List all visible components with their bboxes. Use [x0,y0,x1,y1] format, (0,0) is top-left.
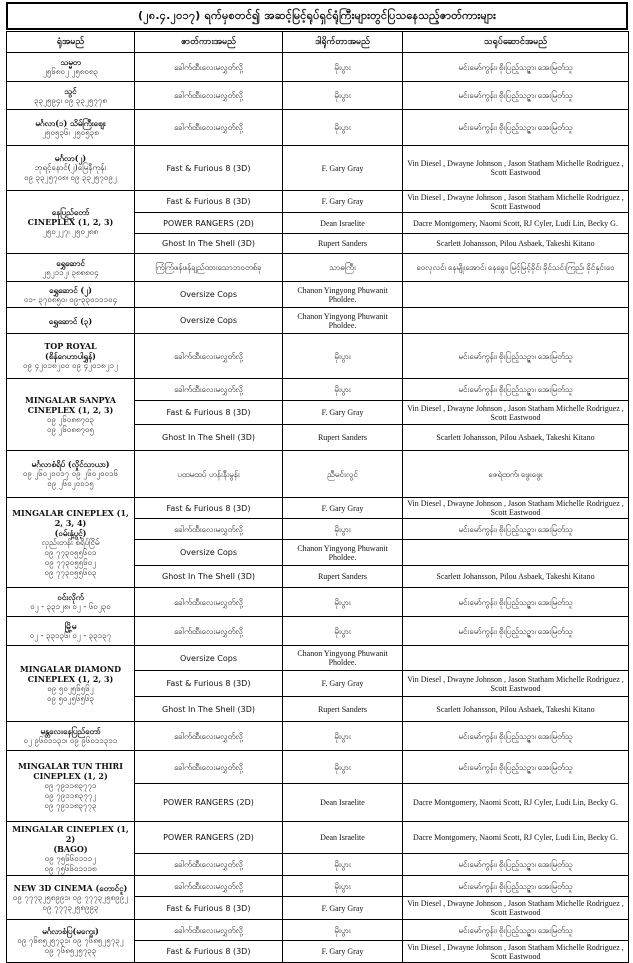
director-cell: Chanon Yingyong Phuwanit Pholdee. [283,646,403,671]
cinema-detail: ၀၂ - ၃၃၁၂၈၊ ၀၂ - ၆၀၂၃၀ [30,602,111,611]
movie-cell: ခေါက်ထီးလေးမလွှတ်လို့ [135,519,283,540]
cinema-cell [7,53,135,82]
header-cast: သရုပ်ဆောင်အမည် [403,32,629,53]
table-row [7,282,629,308]
movie-cell: ခေါက်ထီးလေးမလွှတ်လို့ [135,379,283,401]
cinema-detail: ၀၂ - ၃၃၁၃၆၊ ၀၂ - ၃၃၁၃၇ [29,631,112,640]
movie-cell: ခေါက်ထီးလေးမလွှတ်လို့ [135,722,283,751]
cast-cell: Dacre Montgomery, Naomi Scott, RJ Cyler, Ludi Lin, Becky G. [403,784,629,822]
cinema-detail: ၀၉ ၇၅၆၆၀၁၁၁၂ [44,853,97,863]
schedule-sheet [6,2,628,963]
director-cell: မိုးပွား [283,379,403,401]
cast-cell [403,646,629,671]
movie-cell: Ghost In The Shell (3D) [135,425,283,451]
table-row [7,722,629,751]
cast-cell: မင်းမော်ကွန်း၊ စိုးပြည့်သဉ္ဇာ၊ အေးမြတ်သူ [403,617,629,646]
cinema-detail: ၀၉ ၇၉၁၁၈၃၇၇၃ [44,801,97,810]
cinema-cell [7,617,135,646]
movie-cell: Ghost In The Shell (3D) [135,234,283,254]
cast-cell [403,282,629,308]
director-cell: မိုးပွား [283,876,403,897]
director-cell: F. Gary Gray [283,671,403,697]
movie-cell: ခေါက်ထီးလေးမလွှတ်လို့ [135,920,283,941]
cinema-name: MINGALAR CINEPLEX (1, 2) [12,823,129,844]
cinema-cell [7,588,135,617]
cinema-detail: CINEPLEX (1, 2) [33,771,108,781]
director-cell: Rupert Sanders [283,697,403,722]
director-cell: Chanon Yingyong Phuwanit Pholdee. [283,308,403,334]
cinema-detail: (BAGO) [53,843,88,854]
cast-cell: မင်းမော်ကွန်း၊ စိုးပြည့်သဉ္ဇာ၊ အေးမြတ်သူ [403,82,629,110]
table-row [7,191,629,213]
cast-cell: ဇေရဲထက်၊ ဖွေးဖွေး [403,451,629,498]
cinema-name: မင်္ဂလာ(၂) [54,153,87,163]
table-row [7,146,629,191]
cinema-detail: CINEPLEX (1, 2, 3) [27,673,114,684]
cast-cell: Vin Diesel , Dwayne Johnson , Jason Statham Michelle Rodriguez , Scott Eastwood [403,897,629,920]
director-cell: Chanon Yingyong Phuwanit Pholdee. [283,540,403,566]
cinema-detail: ၀၉ ၂၆၀၈၈၇၀၅ [46,424,95,434]
cinema-detail: ၀၉ ၇၇၃၀၅၅၆၀၂ [44,557,97,567]
movie-cell: POWER RANGERS (2D) [135,784,283,822]
director-cell: F. Gary Gray [283,897,403,920]
cinema-detail: ဘုရင့်နောင်(၂)မြေနီကုန်း [34,163,107,172]
cinema-detail: ၀၉ ၇၅၆၆၀၁၁၁၈ [44,863,97,873]
cast-cell [403,308,629,334]
table-row [7,254,629,282]
cast-cell: မင်းမော်ကွန်း၊ စိုးပြည့်သဉ္ဇာ၊ အေးမြတ်သူ [403,876,629,897]
cinema-cell [7,254,135,282]
director-cell: Dean Israelite [283,784,403,822]
table-row [7,876,629,897]
cast-cell: Vin Diesel , Dwayne Johnson , Jason Statham Michelle Rodriguez , Scott Eastwood [403,498,629,519]
cinema-name: နေပြည်တော် [51,207,90,217]
cast-cell: မင်းမော်ကွန်း၊ စိုးပြည့်သဉ္ဇာ၊ အေးမြတ်သူ [403,334,629,379]
director-cell: F. Gary Gray [283,498,403,519]
cinema-detail: ၂၅၀၂၂၇၊ ၂၅၀၂၈၈ [42,227,99,236]
cinema-cell [7,110,135,146]
movie-cell: Oversize Cops [135,308,283,334]
cast-cell: မင်းမော်ကွန်း၊ စိုးပြည့်သဉ္ဇာ၊ အေးမြတ်သူ [403,920,629,941]
schedule-body [7,53,629,963]
table-row [7,308,629,334]
cast-cell: Scarlett Johansson, Pilou Asbaek, Takeshi Kitano [403,566,629,588]
director-cell: မိုးပွား [283,854,403,876]
director-cell: F. Gary Gray [283,401,403,425]
movie-cell: ခေါက်ထီးလေးမလွှတ်လို့ [135,53,283,82]
cinema-cell [7,282,135,308]
director-cell: Dean Israelite [283,213,403,234]
cinema-name: ရွှေဆောင် [56,257,85,268]
director-cell: ညီမင်းလွင် [283,451,403,498]
cast-cell: မင်းမော်ကွန်း၊ စိုးပြည့်သဉ္ဇာ၊ အေးမြတ်သူ [403,722,629,751]
header-movie: ဇာတ်ကားအမည် [135,32,283,53]
cinema-name: NEW 3D CINEMA (တောင်ငူ) [13,882,128,893]
page-title: (၂၈.၄.၂၀၁၇) ရက်မှစတင်၍ အဆင့်မြင့်ရုပ်ရှင်ရုံကြီးများတွင်ပြသနေသည့်ဇာတ်ကားများ [6,2,628,30]
cinema-name: ဝင်းလိုက် [57,592,84,602]
director-cell: သာဓကြီး [283,254,403,282]
cinema-detail: CINEPLEX (1, 2, 3) [27,404,114,415]
director-cell: မိုးပွား [283,334,403,379]
movie-cell: Ghost In The Shell (3D) [135,566,283,588]
director-cell: F. Gary Gray [283,941,403,963]
cinema-detail: ၀၉ ၇၇၃၀၅၅၆၀၁ [44,547,97,557]
movie-cell: ခေါက်ထီးလေးမလွှတ်လို့ [135,82,283,110]
table-row [7,110,629,146]
cast-cell: မင်းမော်ကွန်း၊ စိုးပြည့်သဉ္ဇာ၊ အေးမြတ်သူ [403,854,629,876]
cast-cell: မင်းမော်ကွန်း၊ စိုးပြည့်သဉ္ဇာ၊ အေးမြတ်သူ [403,379,629,401]
cinema-name: မင်္ဂလာစံပြ(မကွေး) [42,926,99,936]
cinema-cell [7,646,135,722]
cinema-detail: ၀၉ ၂၆၀၂၀၀၁၇ ၀၉ ၂၆၀၂၀၀၁၆ [22,469,119,478]
movie-cell: ခေါက်ထီးလေးမလွှတ်လို့ [135,854,283,876]
cinema-name: သွင် [64,85,77,96]
movie-cell: Fast & Furious 8 (3D) [135,897,283,920]
cast-cell: Dacre Montgomery, Naomi Scott, RJ Cyler, Ludi Lin, Becky G. [403,822,629,854]
movie-cell: Fast & Furious 8 (3D) [135,191,283,213]
director-cell: F. Gary Gray [283,146,403,191]
cinema-name: MINGALAR SANPYA [25,394,116,405]
movie-cell: ခေါက်ထီးလေးမလွှတ်လို့ [135,751,283,784]
movie-cell: POWER RANGERS (2D) [135,822,283,854]
cinema-cell [7,146,135,191]
schedule-table [6,31,629,963]
director-cell: F. Gary Gray [283,191,403,213]
cast-cell: Scarlett Johansson, Pilou Asbaek, Takeshi Kitano [403,697,629,722]
cinema-name: မင်္ဂလာစံရိပ် (လှိုင်သာယာ) [31,459,110,469]
cinema-cell [7,334,135,379]
cast-cell: Vin Diesel , Dwayne Johnson , Jason Statham Michelle Rodriguez , Scott Eastwood [403,146,629,191]
cinema-name: သမ္မတ [60,57,81,67]
cinema-detail: ၀၉ ၇၆၈၅၂၅၇၃၃ [44,946,97,955]
director-cell: မိုးပွား [283,519,403,540]
cinema-detail: ၀၉ ၇၉၁၁၈၃၇၇၂ [44,791,97,800]
movie-cell: ခေါက်ထီးလေးမလွှတ်လို့ [135,110,283,146]
header-row [7,32,629,53]
cinema-detail: ၀၉ ၅၀၂၅၆၅၆၂ [47,683,94,693]
cinema-cell [7,308,135,334]
table-row [7,498,629,519]
table-row [7,822,629,854]
director-cell: မိုးပွား [283,110,403,146]
table-row [7,334,629,379]
table-row [7,82,629,110]
director-cell: မိုးပွား [283,588,403,617]
movie-cell: ခေါက်ထီးလေးမလွှတ်လို့ [135,588,283,617]
director-cell: မိုးပွား [283,617,403,646]
movie-cell: Fast & Furious 8 (3D) [135,498,283,519]
cast-cell: Scarlett Johansson, Pilou Asbaek, Takeshi Kitano [403,234,629,254]
cinema-detail: ၂၅၀၅၃၆၊ ၂၅၀၅၃၈ [42,127,99,137]
cinema-cell [7,722,135,751]
cast-cell: Vin Diesel , Dwayne Johnson , Jason Statham Michelle Rodriguez , Scott Eastwood [403,191,629,213]
movie-cell: ပထမထပ် ဟန်းနီးမွန်း [135,451,283,498]
table-row [7,451,629,498]
movie-cell: Oversize Cops [135,540,283,566]
cinema-detail: (စိန်ဂေဟာပါရွှန်) [45,351,96,361]
cinema-detail: ၀၉ ၄၂၀၁၈၂၀၀ ၀၉ ၄၂၀၁၈၂၁၂ [23,361,118,370]
table-row [7,646,629,671]
director-cell: မိုးပွား [283,82,403,110]
cinema-name: မင်္ဂလာ(၁) သိမ်ကြီးဈေး [35,117,106,128]
movie-cell: Ghost In The Shell (3D) [135,697,283,722]
movie-cell: ကြံကြံဖန်ဖန်ချည်ထားသောဘဝတစ်ခု [135,254,283,282]
cast-cell: Scarlett Johansson, Pilou Asbaek, Takeshi Kitano [403,425,629,451]
cinema-name: မန္တလေးနေပြည်တော် [40,726,101,736]
cinema-detail: ၀၉ ၅၀၂၅၆၅၆၃ [47,693,94,703]
cinema-cell [7,379,135,451]
cinema-detail: ၀၉ ၇၇၇၃၂၅၈၉၉၃ [42,902,99,912]
director-cell: Rupert Sanders [283,425,403,451]
cinema-detail: ၀၁- ၃၇၀၈၅၀၊ ၀၉-၃၃၀၁၁၁၀၄ [23,294,118,304]
director-cell: မိုးပွား [283,751,403,784]
table-row [7,751,629,784]
cinema-cell [7,451,135,498]
director-cell: Rupert Sanders [283,566,403,588]
movie-cell: ခေါက်ထီးလေးမလွှတ်လို့ [135,876,283,897]
cinema-cell [7,191,135,254]
cinema-name: TOP ROYAL [44,341,97,351]
cinema-cell [7,498,135,588]
cinema-name: MINGALAR TUN THIRI [18,761,123,771]
cast-cell: မင်းမော်ကွန်း၊ စိုးပြည့်သဉ္ဇာ၊ အေးမြတ်သူ [403,53,629,82]
cinema-detail: ၀၉ ၇၆၈၅၂၅၇၃၁၊ ၀၉ ၇၆၈၅၂၅၇၃၂ [17,936,124,945]
cast-cell [403,540,629,566]
director-cell: မိုးပွား [283,722,403,751]
cinema-cell [7,822,135,876]
cinema-detail: CINEPLEX (1, 2, 3) [27,217,114,227]
movie-cell: ခေါက်ထီးလေးမလွှတ်လို့ [135,617,283,646]
cast-cell: Vin Diesel , Dwayne Johnson , Jason Statham Michelle Rodriguez , Scott Eastwood [403,671,629,697]
movie-cell: Fast & Furious 8 (3D) [135,671,283,697]
director-cell: မိုးပွား [283,53,403,82]
cinema-detail: ၀၂ ၉၆၀၁၁၃၁၊ ၀၉ ၉၆၀၁၁၃၁၁ [23,736,118,745]
movie-cell: Oversize Cops [135,282,283,308]
cast-cell: မင်းမော်ကွန်း၊ စိုးပြည့်သဉ္ဇာ၊ အေးမြတ်သူ [403,519,629,540]
cinema-cell [7,82,135,110]
director-cell: Dean Israelite [283,822,403,854]
cinema-detail: ၀၉ ၃၃၂၅၇၀၈၊ ၀၉ ၃၃၂၅၇၀၉၂ [24,173,117,182]
cinema-detail: ၂၅၆၈၀၂ ၂၅၈၀၈၃ [42,67,99,76]
movie-cell: ခေါက်ထီးလေးမလွှတ်လို့ [135,334,283,379]
cinema-name: မြို့မ [64,621,77,631]
table-row [7,920,629,941]
cinema-cell [7,920,135,963]
cast-cell: ဝေလုလင်၊ နေမျိုးအောင်၊ နေခွေး၊ မြင့်မြင့်ခိုင်၊ ခိုင်သင်းကြည်၊ ခိုင်နှင်းဝေ [403,254,629,282]
cinema-cell [7,751,135,822]
cinema-detail: ၀၉ ၂၆၀၂၀၀၁၅ [47,479,94,488]
movie-cell: Oversize Cops [135,646,283,671]
cast-cell: မင်းမော်ကွန်း၊ စိုးပြည့်သဉ္ဇာ၊ အေးမြတ်သူ [403,588,629,617]
cast-cell: မင်းမော်ကွန်း၊ စိုးပြည့်သဉ္ဇာ၊ အေးမြတ်သူ [403,110,629,146]
table-row [7,588,629,617]
cast-cell: Vin Diesel , Dwayne Johnson , Jason Statham Michelle Rodriguez , Scott Eastwood [403,401,629,425]
table-row [7,379,629,401]
cinema-name: ရွှေဆောင် (၂) [49,284,92,295]
cinema-detail: (ဝမ်းနှံ့ပွင့်) [54,527,87,538]
cast-cell: မင်းမော်ကွန်း၊ စိုးပြည့်သဉ္ဇာ၊ အေးမြတ်သူ [403,751,629,784]
cast-cell: Dacre Montgomery, Naomi Scott, RJ Cyler, Ludi Lin, Becky G. [403,213,629,234]
cinema-detail: လှည်းတန်း စံရိပ်ငြိမ် [41,537,100,547]
director-cell: မိုးပွား [283,920,403,941]
cast-cell: Vin Diesel , Dwayne Johnson , Jason Statham Michelle Rodriguez , Scott Eastwood [403,941,629,963]
cinema-name: ရွှေဆောင် (၃) [48,315,93,326]
cinema-name: MINGALAR CINEPLEX (1, 2, 3, 4) [12,507,129,528]
cinema-name: MINGALAR DIAMOND [19,663,122,674]
cinema-detail: ၂၅၂၁၁၂၊ ၃၈၈၈၀၄ [42,267,99,277]
movie-cell: Fast & Furious 8 (3D) [135,146,283,191]
cinema-detail: ၀၉ ၇၉၁၁၈၃၇၇၁ [44,781,97,790]
movie-cell: Fast & Furious 8 (3D) [135,401,283,425]
movie-cell: Fast & Furious 8 (3D) [135,941,283,963]
cinema-detail: ၀၉ ၇၇၇၃၂၅၈၉၉၁၊ ၀၉ ၇၇၇၃၂၅၈၉၉၂ [12,892,129,902]
header-cinema: ရုံအမည် [7,32,135,53]
header-director: ဒါရိုက်တာအမည် [283,32,403,53]
cinema-detail: ၀၉ ၂၆၀၈၈၇၀၃ [46,414,95,424]
director-cell: Chanon Yingyong Phuwanit Pholdee. [283,282,403,308]
cinema-detail: ၃၃၂၅၉၄၊ ၀၉ ၃၃၂၅၇၇၈ [34,95,107,105]
table-row [7,53,629,82]
director-cell: Rupert Sanders [283,234,403,254]
cinema-detail: ၀၉ ၇၇၃၀၅၅၆၀၃ [44,567,97,577]
table-row [7,617,629,646]
movie-cell: POWER RANGERS (2D) [135,213,283,234]
cinema-cell [7,876,135,920]
